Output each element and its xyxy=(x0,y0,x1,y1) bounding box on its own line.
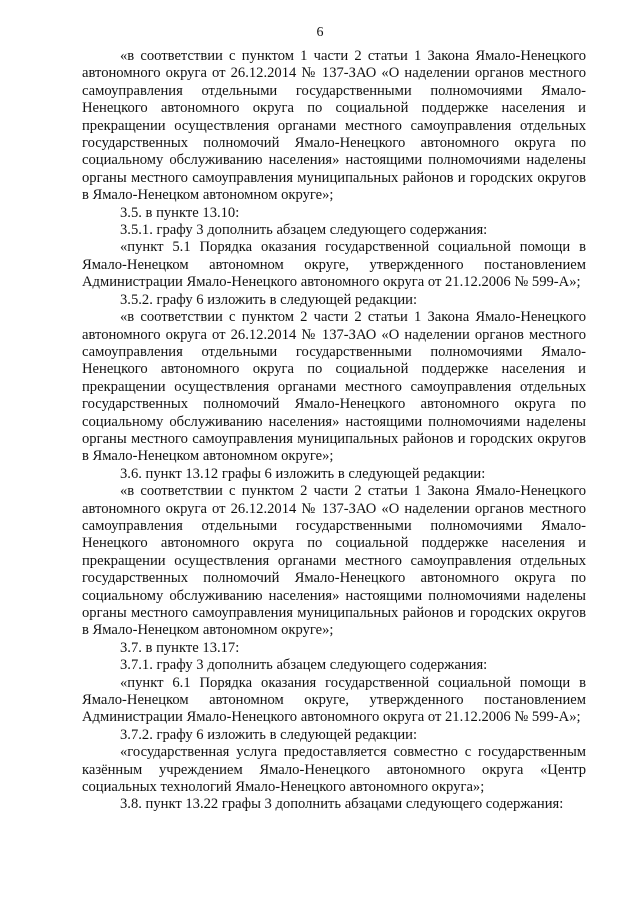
paragraph: 3.7. в пункте 13.17: xyxy=(120,639,240,656)
page-number: 6 xyxy=(316,25,324,40)
document-body xyxy=(82,48,586,814)
paragraph: 3.6. пункт 13.12 графы 6 изложить в следующей редакции: xyxy=(120,465,486,482)
paragraph: «пункт 6.1 Порядка оказания государственной социальной помощи в Ямало-Ненецком автономном округе, утвержденного постановлением Администрации Ямало-Ненецкого автономного округа от 21.12.2006 № 599-А»; xyxy=(82,674,586,726)
paragraph: 3.7.2. графу 6 изложить в следующей редакции: xyxy=(120,726,418,743)
paragraph: «государственная услуга предоставляется совместно с государственным казённым учреждением Ямало-Ненецкого автономного округа «Центр социальных технологий Ямало-Ненецкого автономного округа»; xyxy=(82,744,586,796)
paragraph: 3.5. в пункте 13.10: xyxy=(120,204,240,221)
paragraph: 3.5.1. графу 3 дополнить абзацем следующего содержания: xyxy=(120,222,488,239)
paragraph: 3.5.2. графу 6 изложить в следующей редакции: xyxy=(120,291,418,308)
paragraph: 3.8. пункт 13.22 графы 3 дополнить абзацами следующего содержания: xyxy=(120,796,564,813)
paragraph: 3.7.1. графу 3 дополнить абзацем следующего содержания: xyxy=(120,657,488,674)
paragraph: «пункт 5.1 Порядка оказания государственной социальной помощи в Ямало-Ненецком автономном округе, утвержденного постановлением Администрации Ямало-Ненецкого автономного округа от 21.12.2006 № 599-А»; xyxy=(82,239,586,291)
paragraph: «в соответствии с пунктом 1 части 2 статьи 1 Закона Ямало-Ненецкого автономного округа от 26.12.2014 № 137-ЗАО «О наделении органов местного самоуправления отдельными государственными полномочиями Ямало-Ненецкого автономного округа по социальной поддержке населения и прекращении осуществления органами местного самоуправления отдельных государственных полномочий Ямало-Ненецкого автономного округа по социальному обслуживанию населения» настоящими полномочиями наделены органы местного самоуправления муниципальных районов и городских округов в Ямало-Ненецком автономном округе»; xyxy=(82,48,586,204)
paragraph: «в соответствии с пунктом 2 части 2 статьи 1 Закона Ямало-Ненецкого автономного округа от 26.12.2014 № 137-ЗАО «О наделении органов местного самоуправления отдельными государственными полномочиями Ямало-Ненецкого автономного округа по социальной поддержке населения и прекращении осуществления органами местного самоуправления отдельных государственных полномочий Ямало-Ненецкого автономного округа по социальному обслуживанию населения» настоящими полномочиями наделены органы местного самоуправления муниципальных районов и городских округов в Ямало-Ненецком автономном округе»; xyxy=(82,309,586,465)
paragraph: «в соответствии с пунктом 2 части 2 статьи 1 Закона Ямало-Ненецкого автономного округа от 26.12.2014 № 137-ЗАО «О наделении органов местного самоуправления отдельными государственными полномочиями Ямало-Ненецкого автономного округа по социальной поддержке населения и прекращении осуществления органами местного самоуправления отдельных государственных полномочий Ямало-Ненецкого автономного округа по социальному обслуживанию населения» настоящими полномочиями наделены органы местного самоуправления муниципальных районов и городских округов в Ямало-Ненецком автономном округе»; xyxy=(82,483,586,639)
